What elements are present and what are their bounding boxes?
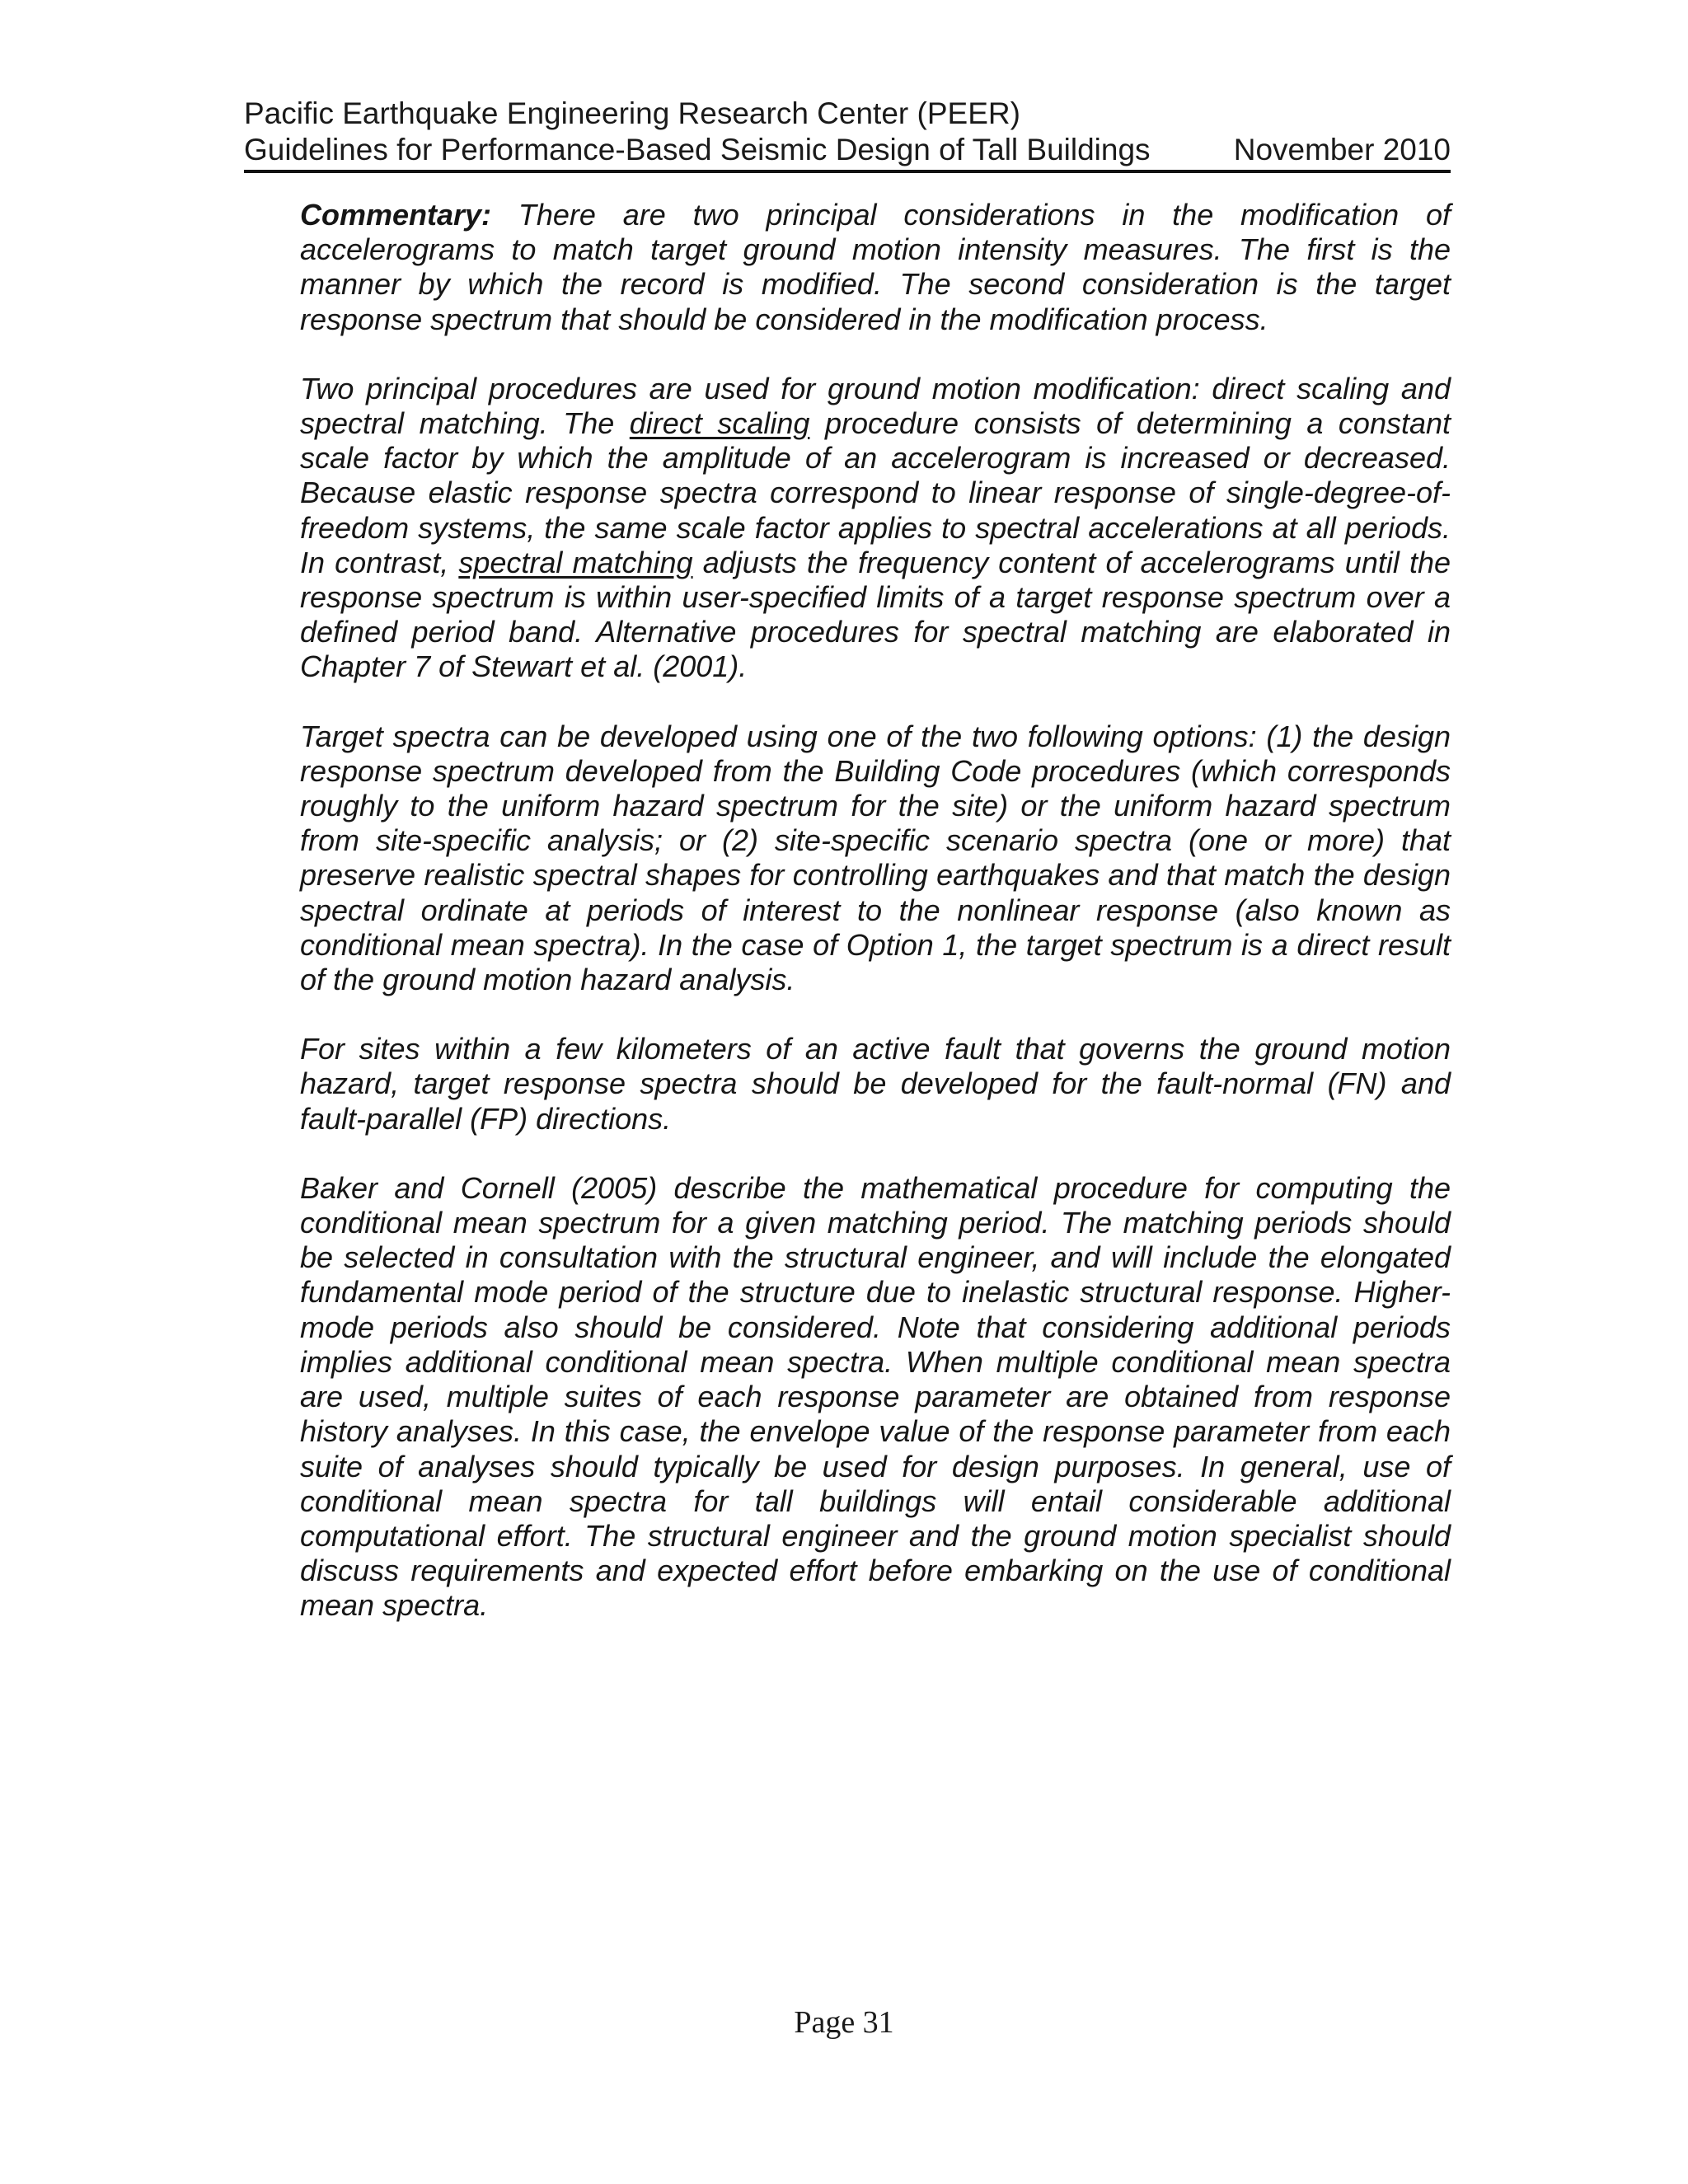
paragraph-commentary-intro xyxy=(300,198,1451,337)
page-number: Page 31 xyxy=(794,2005,894,2040)
commentary-body xyxy=(300,198,1451,1658)
term-direct-scaling: direct scaling xyxy=(629,406,810,441)
paragraph-near-fault: For sites within a few kilometers of an active fault that governs the ground motion hazard, target response spectra should be developed for the fault-normal (FN) and fault-parallel (FP) directions. xyxy=(300,1032,1451,1136)
commentary-label: Commentary: xyxy=(300,198,492,232)
header-title: Guidelines for Performance-Based Seismic Design of Tall Buildings xyxy=(244,133,1151,166)
paragraph-text: There are two principal considerations in the modification of accelerograms to match target ground motion intensity measures. The first is the manner by which the record is modified. The second consideration is the target response spectrum that should be considered in the modification process. xyxy=(300,198,1451,336)
header-date: November 2010 xyxy=(1233,133,1451,166)
paragraph-target-spectra: Target spectra can be developed using one of the two following options: (1) the design response spectrum developed from the Building Code procedures (which corresponds roughly to the uniform hazard spectrum for the site) or the uniform hazard spectrum from site-specific analysis; or (2) site-specific scenario spectra (one or more) that preserve realistic spectral shapes for controlling earthquakes and that match the design spectral ordinate at periods of interest to the nonlinear response (also known as conditional mean spectra). In the case of Option 1, the target spectrum is a direct result of the ground motion hazard analysis. xyxy=(300,719,1451,997)
paragraph-text: Two principal procedures are used for ground motion modification: direct scaling and spectral matching. The xyxy=(300,371,1451,441)
header-org: Pacific Earthquake Engineering Research Center (PEER) xyxy=(244,96,1020,130)
page-header xyxy=(244,96,1451,168)
header-title-row xyxy=(244,132,1451,168)
paragraph-text: adjusts the frequency content of accelerograms until the response spectrum is within user-specified limits of a target response spectrum over a defined period band. Alternative procedures for spectral matching are elaborated in Chapter 7 of Stewart et al. (2001). xyxy=(300,545,1451,684)
paragraph-conditional-mean-spectrum: Baker and Cornell (2005) describe the mathematical procedure for computing the conditional mean spectrum for a given matching period. The matching periods should be selected in consultation with the structural engineer, and will include the elongated fundamental mode period of the structure due to inelastic structural response. Higher-mode periods also should be considered. Note that considering additional periods implies additional conditional mean spectra. When multiple conditional mean spectra are used, multiple suites of each response parameter are obtained from response history analyses. In this case, the envelope value of the response parameter from each suite of analyses should typically be used for design purposes. In general, use of conditional mean spectra for tall buildings will entail considerable additional computational effort. The structural engineer and the ground motion specialist should discuss requirements and expected effort before embarking on the use of conditional mean spectra. xyxy=(300,1170,1451,1623)
paragraph-modification-procedures xyxy=(300,372,1451,685)
header-rule xyxy=(244,170,1451,173)
paragraph-text: procedure consists of determining a constant scale factor by which the amplitude of an accelerogram is increased or decreased. Because elastic response spectra correspond to linear response of single-degree-of-freedom systems, the same scale factor applies to spectral accelerations at all periods. In contrast, xyxy=(300,406,1451,579)
term-spectral-matching: spectral matching xyxy=(458,545,693,579)
